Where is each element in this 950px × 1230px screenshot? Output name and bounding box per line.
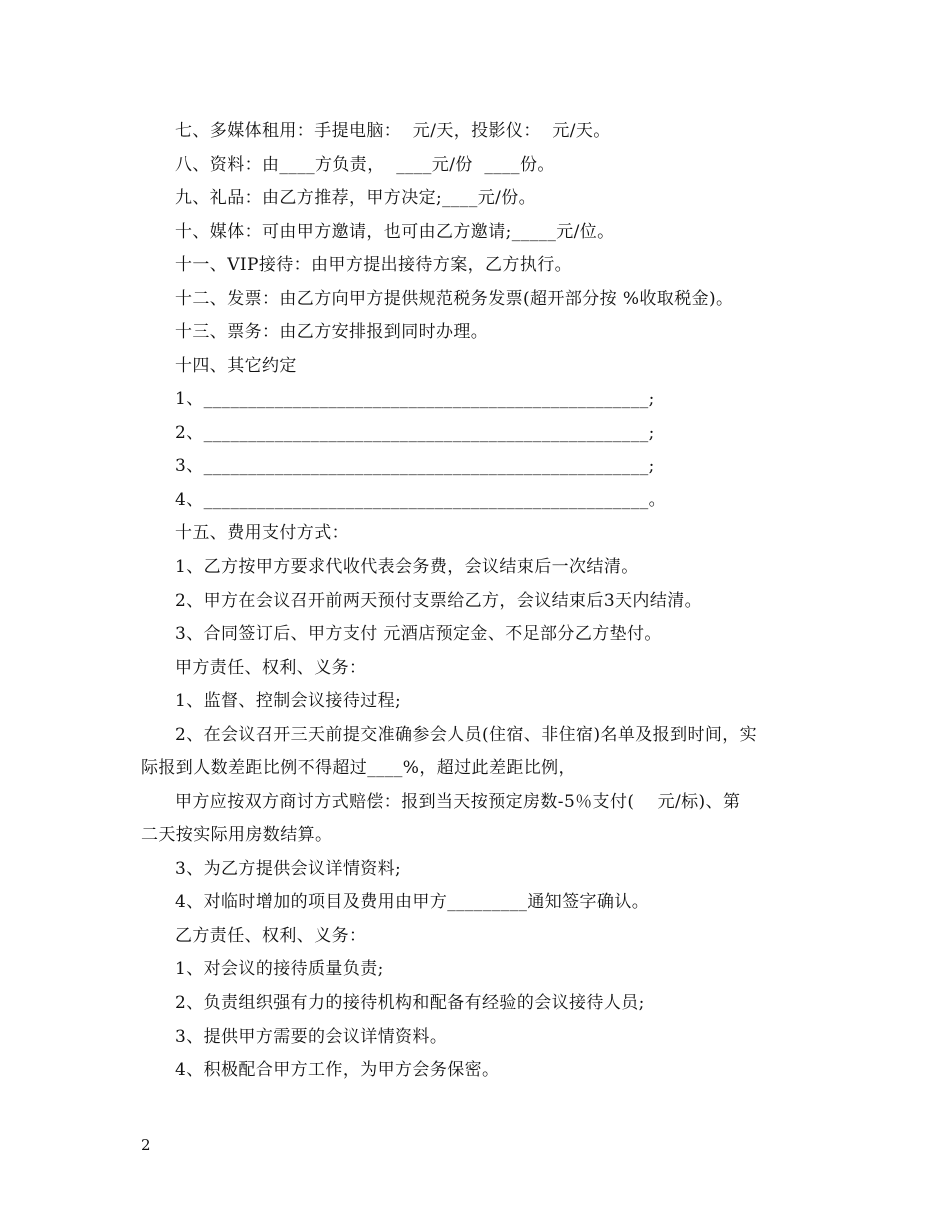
- clause-14-heading: 十四、其它约定: [175, 356, 297, 376]
- clause-8-materials: 八、资料：由____方负责， ____元/份 ____份。: [175, 155, 555, 175]
- other-agreement-4: 4、__________________________________________________。: [175, 490, 667, 510]
- party-a-item-1: 1、监督、控制会议接待过程;: [175, 691, 402, 711]
- party-a-item-3: 3、为乙方提供会议详情资料;: [175, 859, 402, 879]
- page-number: 2: [141, 1136, 151, 1154]
- party-b-item-1: 1、对会议的接待质量负责;: [175, 959, 384, 979]
- payment-item-1: 1、乙方按甲方要求代收代表会务费，会议结束后一次结清。: [175, 557, 639, 577]
- clause-12-invoice: 十二、发票：由乙方向甲方提供规范税务发票(超开部分按 %收取税金)。: [175, 289, 734, 309]
- clause-7-multimedia: 七、多媒体租用：手提电脑： 元/天，投影仪： 元/天。: [175, 121, 611, 141]
- party-b-item-3: 3、提供甲方需要的会议详情资料。: [175, 1027, 448, 1047]
- other-agreement-3: 3、__________________________________________________;: [175, 456, 655, 476]
- clause-15-heading: 十五、费用支付方式：: [175, 523, 349, 543]
- clause-10-media: 十、媒体：可由甲方邀请，也可由乙方邀请;_____元/位。: [175, 222, 615, 242]
- payment-item-3: 3、合同签订后、甲方支付 元酒店预定金、不足部分乙方垫付。: [175, 624, 662, 644]
- payment-item-2: 2、甲方在会议召开前两天预付支票给乙方，会议结束后3天内结清。: [175, 591, 703, 611]
- other-agreement-1: 1、__________________________________________________;: [175, 389, 655, 409]
- clause-11-vip: 十一、VIP接待：由甲方提出接待方案，乙方执行。: [175, 255, 573, 275]
- clause-13-tickets: 十三、票务：由乙方安排报到同时办理。: [175, 322, 489, 342]
- party-b-heading: 乙方责任、权利、义务：: [175, 926, 367, 946]
- other-agreement-2: 2、__________________________________________________;: [175, 423, 655, 443]
- party-a-item-2: 2、在会议召开三天前提交准确参会人员(住宿、非住宿)名单及报到时间，实: [175, 725, 758, 745]
- party-a-item-4: 4、对临时增加的项目及费用由甲方_________通知签字确认。: [175, 892, 650, 912]
- clause-9-gifts: 九、礼品：由乙方推荐，甲方决定;____元/份。: [175, 188, 537, 208]
- party-a-compensation-cont: 二天按实际用房数结算。: [141, 825, 333, 845]
- party-b-item-2: 2、负责组织强有力的接待机构和配备有经验的会议接待人员;: [175, 993, 645, 1013]
- party-a-compensation: 甲方应按双方商讨方式赔偿：报到当天按预定房数-5％支付( 元/标)、第: [175, 792, 741, 812]
- party-b-item-4: 4、积极配合甲方工作，为甲方会务保密。: [175, 1060, 500, 1080]
- party-a-heading: 甲方责任、权利、义务：: [175, 658, 367, 678]
- party-a-item-2-cont: 际报到人数差距比例不得超过____%，超过此差距比例，: [141, 758, 576, 778]
